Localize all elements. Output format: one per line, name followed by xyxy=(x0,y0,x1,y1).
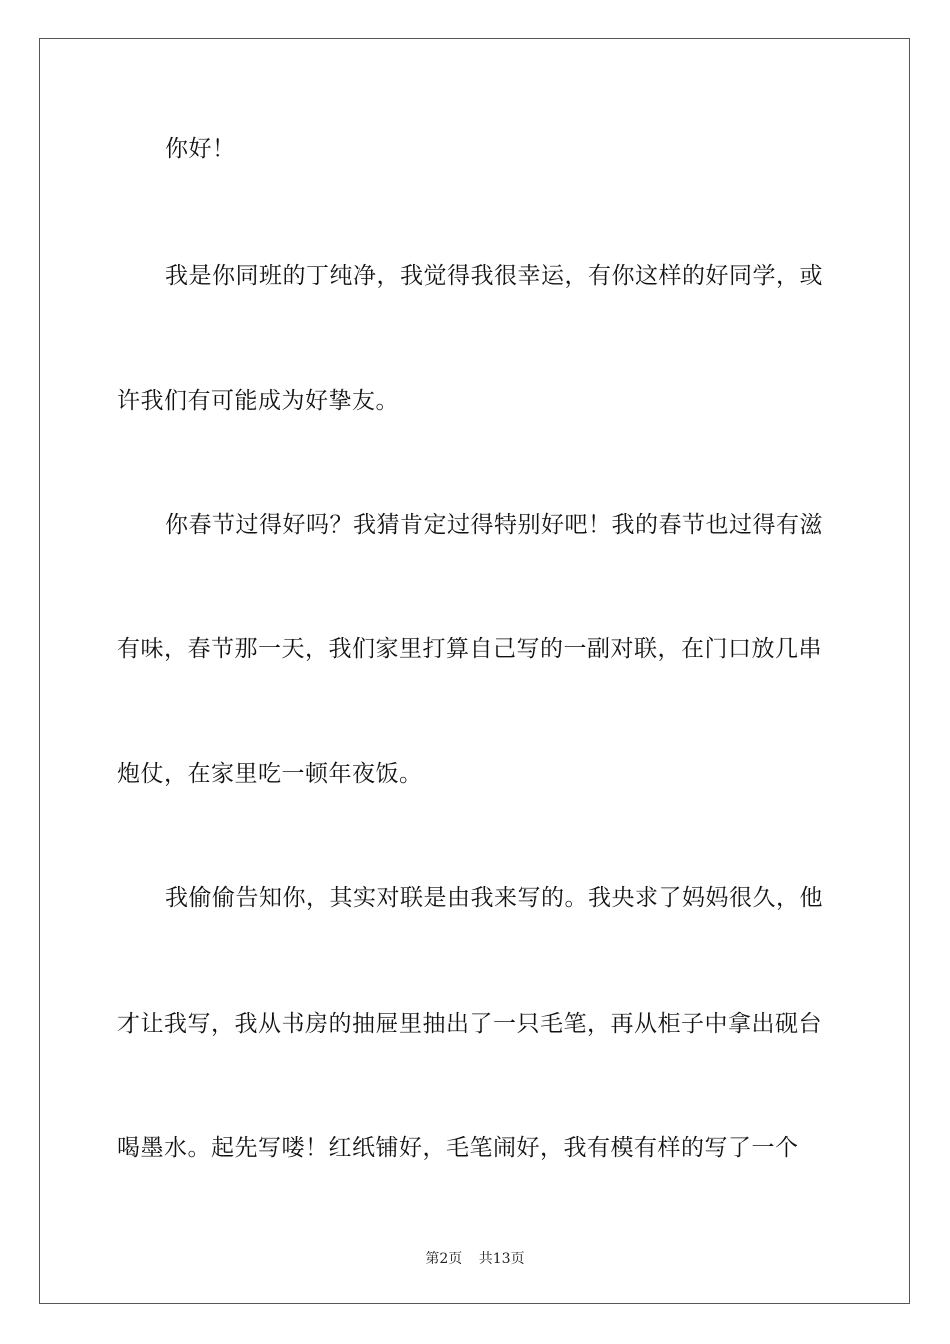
text-line: 我偷偷告知你，其实对联是由我来写的。我央求了妈妈很久，他 xyxy=(165,885,823,911)
text-line: 我是你同班的丁纯净，我觉得我很幸运，有你这样的好同学，或 xyxy=(165,263,823,289)
page-footer xyxy=(0,1248,950,1268)
text-line: 喝墨水。起先写喽！红纸铺好，毛笔闹好，我有模有样的写了一个 xyxy=(117,1135,799,1161)
page-total: 共13页 xyxy=(478,1251,525,1267)
text-line: 有味，春节那一天，我们家里打算自己写的一副对联，在门口放几串 xyxy=(117,636,822,662)
text-line: 才让我写，我从书房的抽屉里抽出了一只毛笔，再从柜子中拿出砚台 xyxy=(117,1011,822,1037)
text-line: 许我们有可能成为好挚友。 xyxy=(117,388,399,414)
text-line: 炮仗，在家里吃一顿年夜饭。 xyxy=(117,761,423,787)
greeting-line: 你好！ xyxy=(165,136,236,162)
text-line: 你春节过得好吗？我猜肯定过得特别好吧！我的春节也过得有滋 xyxy=(165,512,823,538)
page-number: 第2页 xyxy=(425,1251,463,1267)
page-frame xyxy=(39,38,910,1304)
